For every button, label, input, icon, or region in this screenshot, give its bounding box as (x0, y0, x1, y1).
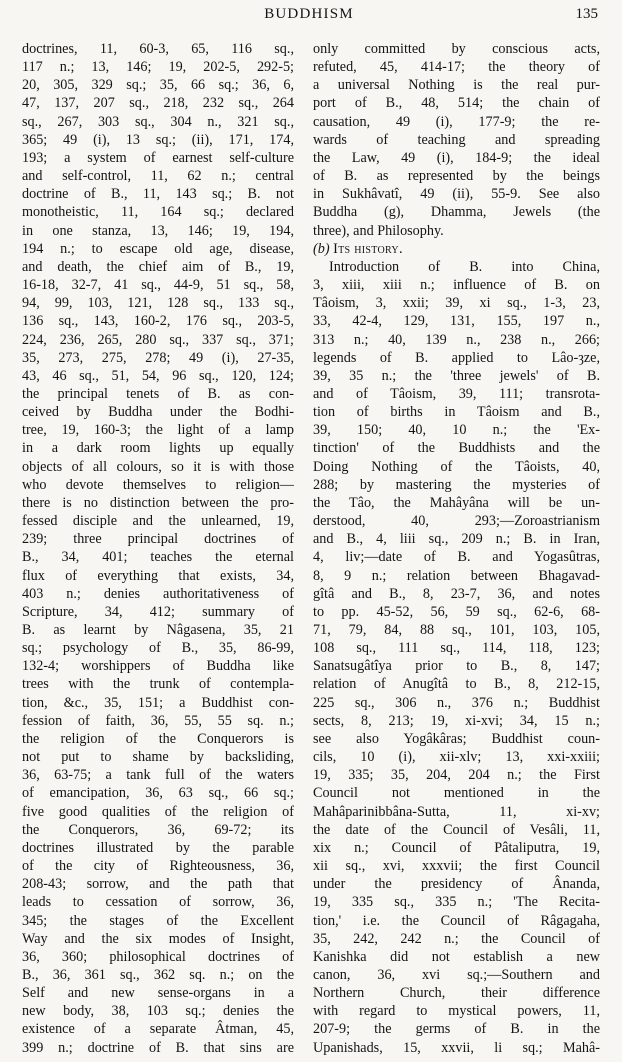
index-line: 3, xiii, xiii n.; influence of B. on (313, 277, 600, 294)
index-line: tion,' i.e. the Council of Râgagaha, (313, 912, 600, 929)
index-line: 36, 63-75; a tank full of the waters (22, 767, 294, 784)
index-line: the principal tenets of B. as con- (22, 385, 294, 402)
index-line: 19, 335 sq., 335 n.; 'The Recita- (313, 894, 600, 911)
index-line: trees with the trunk of contempla- (22, 676, 294, 693)
section-marker: (b) (313, 240, 330, 257)
index-line: 193; a system of earnest self-culture (22, 149, 294, 166)
index-line: cils, 10 (i), xii-xlv; 13, xxi-xxiii; (313, 749, 600, 766)
index-line: the religion of the Conquerors is (22, 730, 294, 747)
index-line: 117 n.; 13, 146; 19, 202-5, 292-5; (22, 59, 294, 76)
index-line: flux of everything that exists, 34, (22, 567, 294, 584)
index-line: Upanishads, 15, xxvii, li sq.; Mahâ- (313, 1039, 600, 1056)
index-line: doctrines, 11, 60-3, 65, 116 sq., (22, 41, 294, 57)
index-line: 365; 49 (i), 13 sq.; (ii), 171, 174, (22, 131, 294, 148)
index-line: Doing Nothing of the Tâoists, 40, (313, 458, 600, 475)
index-line: objects of all colours, so it is with those (22, 458, 294, 475)
index-line: 19, 335; 35, 204, 204 n.; the First (313, 767, 600, 784)
index-line: wards of teaching and spreading (313, 131, 600, 148)
page-number: 135 (575, 6, 598, 22)
index-line: B., 34, 401; teaches the eternal (22, 549, 294, 566)
index-line: legends of B. applied to Lâo-ȝze, (313, 349, 600, 366)
index-line: five good qualities of the religion of (22, 803, 294, 820)
index-line: 39, 150; 40, 10 n.; the 'Ex- (313, 422, 600, 439)
index-line: the Conquerors, 36, 69-72; its (22, 821, 294, 838)
index-line: 35, 273, 275, 278; 49 (i), 27-35, (22, 349, 294, 366)
index-line: Tâoism, 3, xxii; 39, xi sq., 1-3, 23, (313, 295, 600, 312)
index-line: Mahâparinibbâna-Sutta, 11, xi-xv; (313, 803, 600, 820)
index-line: who devote themselves to religion— (22, 476, 294, 493)
index-line: 239; three principal doctrines of (22, 531, 294, 548)
index-line: only committed by conscious acts, (313, 41, 600, 57)
index-line: Northern Church, their difference (313, 985, 600, 1002)
index-line: 16-18, 32-7, 41 sq., 44-9, 51 sq., 58, (22, 277, 294, 294)
index-line: 136 sq., 143, 160-2, 176 sq., 203-5, (22, 313, 294, 330)
index-line: 108 sq., 111 sq., 114, 118, 123; (313, 640, 600, 657)
index-line: doctrines illustrated by the parable (22, 839, 294, 856)
index-line: 36, 360; philosophical doctrines of (22, 948, 294, 965)
index-line: 8, 9 n.; relation between Bhagavad- (313, 567, 600, 584)
index-line: sq., 267, 303 sq., 304 n., 321 sq., (22, 113, 294, 130)
index-line: of B. as represented by the beings (313, 168, 600, 185)
index-line: in a dark room lights up equally (22, 440, 294, 457)
index-line: not put to shame by backsliding, (22, 749, 294, 766)
index-line: 225 sq., 306 n., 376 n.; Buddhist (313, 694, 600, 711)
index-line: relation of Anugîtâ to B., 8, 212-15, (313, 676, 600, 693)
index-line: there is no distinction between the pro- (22, 494, 294, 511)
index-line: Scripture, 34, 412; summary of (22, 603, 294, 620)
index-line: 43, 46 sq., 51, 54, 96 sq., 120, 124; (22, 367, 294, 384)
index-line: xix n.; Council of Pâtaliputra, 19, (313, 839, 600, 856)
index-line: 288; by mastering the mysteries of (313, 476, 600, 493)
index-line: Council not mentioned in the (313, 785, 600, 802)
index-line: and self-control, 11, 62 n.; central (22, 168, 294, 185)
index-line: 224, 236, 265, 280 sq., 337 sq., 371; (22, 331, 294, 348)
index-line: 39, 35 n.; the 'three jewels' of B. (313, 367, 600, 384)
index-line: tion of births in Tâoism and B., (313, 404, 600, 421)
index-line: of the city of Righteousness, 36, (22, 858, 294, 875)
index-line: fession of faith, 36, 55, 55 sq. n.; (22, 712, 294, 729)
index-line: tree, 19, 160-3; the light of a lamp (22, 422, 294, 439)
index-line: 207-9; the germs of B. in the (313, 1021, 600, 1038)
index-line: 208-43; sorrow, and the path that (22, 876, 294, 893)
index-line: existence of a separate Âtman, 45, (22, 1021, 294, 1038)
index-line: in Sukhâvatî, 49 (ii), 55-9. See also (313, 186, 600, 203)
index-line: to pp. 45-52, 56, 59 sq., 62-6, 68- (313, 603, 600, 620)
index-line: of emancipation, 36, 63 sq., 66 sq.; (22, 785, 294, 802)
index-line: in one stanza, 13, 146; 19, 194, (22, 222, 294, 239)
section-label: Its history. (333, 240, 403, 257)
index-line: see also Yogâkâras; Buddhist coun- (313, 730, 600, 747)
index-line: 313 n.; 40, 139 n., 238 n., 266; (313, 331, 600, 348)
index-line: 33, 42-4, 129, 131, 155, 197 n., (313, 313, 600, 330)
index-line: Self and new sense-organs in a (22, 985, 294, 1002)
index-line: tinction' of the Buddhists and the (313, 440, 600, 457)
index-line: sq.; psychology of B., 35, 86-99, (22, 640, 294, 657)
index-line: 399 n.; doctrine of B. that sins are (22, 1039, 294, 1056)
section-heading (313, 240, 600, 258)
index-line: the date of the Council of Vesâli, 11, (313, 821, 600, 838)
index-line: 194 n.; to escape old age, disease, (22, 240, 294, 257)
index-line: three), and Philosophy. (313, 222, 444, 239)
index-line: a universal Nothing is the real pur- (313, 77, 600, 94)
index-line: 132-4; worshippers of Buddha like (22, 658, 294, 675)
index-line: Sanatsugâtîya prior to B., 8, 147; (313, 658, 600, 675)
index-line: Buddha (g), Dhamma, Jewels (the (313, 204, 600, 221)
index-line: 47, 137, 207 sq., 218, 232 sq., 264 (22, 95, 294, 112)
left-column (22, 40, 294, 1060)
index-line: B., 36, 361 sq., 362 sq. n.; on the (22, 966, 294, 983)
index-line: ceived by Buddha under the Bodhi- (22, 404, 294, 421)
index-line: port of B., 48, 514; the chain of (313, 95, 600, 112)
index-line: gîtâ and B., 8, 23-7, 36, and notes (313, 585, 600, 602)
index-line: 403 n.; denies authoritativeness of (22, 585, 294, 602)
index-line: B. as learnt by Nâgasena, 35, 21 (22, 622, 294, 638)
index-line: sects, 8, 213; 19, xi-xvi; 34, 15 n.; (313, 712, 600, 729)
index-line: canon, 36, xvi sq.;—Southern and (313, 966, 600, 983)
running-header (20, 6, 598, 26)
index-line: fessed disciple and the unlearned, 19, (22, 513, 294, 530)
index-line: Introduction of B. into China, (329, 258, 600, 275)
index-line: leads to cessation of sorrow, 36, (22, 894, 294, 911)
index-line: under the presidency of Ânanda, (313, 876, 600, 893)
index-line: Kanishka did not establish a new (313, 948, 600, 965)
index-line: 4, liv;—date of B. and Yogasûtras, (313, 549, 600, 566)
index-line: new body, 38, 103 sq.; denies the (22, 1003, 294, 1020)
index-line: and B., 4, liii sq., 209 n.; B. in Iran, (313, 531, 600, 548)
index-line: the Law, 49 (i), 184-9; the ideal (313, 149, 600, 166)
index-line: doctrine of B., 11, 143 sq.; B. not (22, 186, 294, 203)
index-line: causation, 49 (i), 177-9; the re- (313, 113, 600, 130)
index-line: 345; the stages of the Excellent (22, 912, 294, 929)
index-line: xii sq., xvi, xxxvii; the first Council (313, 858, 600, 875)
index-line: 35, 242, 242 n.; the Council of (313, 930, 600, 947)
index-line: derstood, 40, 293;—Zoroastrianism (313, 513, 600, 530)
index-line: and of Tâoism, 39, 111; transrota- (313, 385, 600, 402)
index-line: 71, 79, 84, 88 sq., 101, 103, 105, (313, 622, 600, 638)
index-line: 94, 99, 103, 121, 128 sq., 133 sq., (22, 295, 294, 312)
running-title: BUDDHISM (264, 6, 354, 22)
index-line: monotheistic, 11, 164 sq.; declared (22, 204, 294, 221)
index-line: Way and the six modes of Insight, (22, 930, 294, 947)
index-line: refuted, 45, 414-17; the theory of (313, 59, 600, 76)
right-column (313, 40, 600, 1060)
index-line: 20, 305, 329 sq.; 35, 66 sq.; 36, 6, (22, 77, 294, 94)
index-line: and death, the chief aim of B., 19, (22, 258, 294, 275)
index-line: with regard to mystical powers, 11, (313, 1003, 600, 1020)
index-line: the Tâo, the Mahâyâna will be un- (313, 494, 600, 511)
index-line: tion, &c., 35, 151; a Buddhist con- (22, 694, 294, 711)
